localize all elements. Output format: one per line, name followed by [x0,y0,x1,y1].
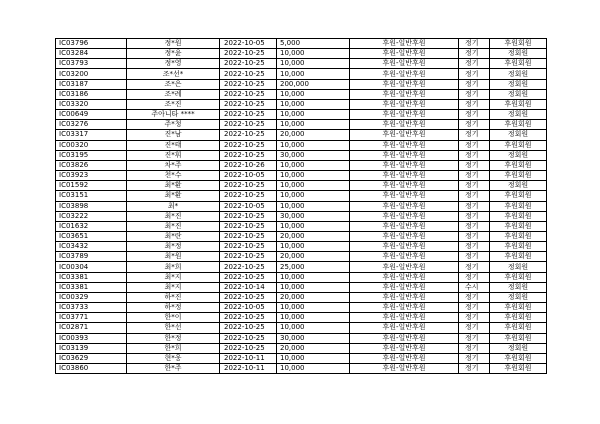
donation-date-cell: 2022-10-25 [220,191,277,201]
donor-id-cell: IC03629 [56,353,127,363]
frequency-cell: 정기 [459,140,490,150]
frequency-cell: 정기 [459,364,490,374]
amount-cell: 10,000 [277,353,350,363]
donor-name-cell: 주*청 [127,120,220,130]
donation-date-cell: 2022-10-25 [220,99,277,109]
amount-cell: 30,000 [277,211,350,221]
amount-cell: 200,000 [277,79,350,89]
table-row [56,79,547,89]
donation-date-cell: 2022-10-25 [220,221,277,231]
frequency-cell: 정기 [459,292,490,302]
frequency-cell: 정기 [459,252,490,262]
donation-type-cell: 후원-일반후원 [350,181,459,191]
table-row [56,272,547,282]
donation-type-cell: 후원-일반후원 [350,303,459,313]
frequency-cell: 정기 [459,221,490,231]
table-row [56,201,547,211]
donor-id-cell: IC03320 [56,99,127,109]
donation-type-cell: 후원-일반후원 [350,110,459,120]
donor-name-cell: 한*선 [127,323,220,333]
amount-cell: 20,000 [277,343,350,353]
donor-id-cell: IC03139 [56,343,127,353]
table-row [56,262,547,272]
donor-name-cell: 정*영 [127,59,220,69]
table-row [56,130,547,140]
amount-cell: 10,000 [277,69,350,79]
table-row [56,252,547,262]
table-row [56,323,547,333]
frequency-cell: 정기 [459,59,490,69]
donation-type-cell: 후원-일반후원 [350,49,459,59]
donation-type-cell: 후원-일반후원 [350,120,459,130]
member-grade-cell: 정회원 [490,89,547,99]
donation-date-cell: 2022-10-25 [220,59,277,69]
donor-id-cell: IC03733 [56,303,127,313]
donor-id-cell: IC03826 [56,160,127,170]
donation-date-cell: 2022-10-25 [220,140,277,150]
donor-name-cell: 조*은 [127,79,220,89]
donor-id-cell: IC03200 [56,69,127,79]
donor-name-cell: 최*환 [127,191,220,201]
amount-cell: 10,000 [277,89,350,99]
donation-type-cell: 후원-일반후원 [350,364,459,374]
amount-cell: 10,000 [277,99,350,109]
donation-type-cell: 후원-일반후원 [350,262,459,272]
amount-cell: 10,000 [277,181,350,191]
donation-date-cell: 2022-10-25 [220,79,277,89]
member-grade-cell: 후원회원 [490,211,547,221]
amount-cell: 10,000 [277,303,350,313]
table-row [56,231,547,241]
donation-type-cell: 후원-일반후원 [350,99,459,109]
donation-type-cell: 후원-일반후원 [350,39,459,49]
member-grade-cell: 후원회원 [490,231,547,241]
donor-id-cell: IC00304 [56,262,127,272]
table-row [56,364,547,374]
member-grade-cell: 후원회원 [490,252,547,262]
frequency-cell: 정기 [459,130,490,140]
frequency-cell: 정기 [459,303,490,313]
donor-id-cell: IC03860 [56,364,127,374]
frequency-cell: 정기 [459,99,490,109]
frequency-cell: 정기 [459,191,490,201]
frequency-cell: 정기 [459,110,490,120]
table-row [56,191,547,201]
donor-id-cell: IC03317 [56,130,127,140]
member-grade-cell: 정회원 [490,150,547,160]
amount-cell: 30,000 [277,150,350,160]
donor-id-cell: IC03898 [56,201,127,211]
donor-id-cell: IC03923 [56,171,127,181]
donor-id-cell: IC03432 [56,242,127,252]
member-grade-cell: 정회원 [490,181,547,191]
amount-cell: 10,000 [277,160,350,170]
donation-date-cell: 2022-10-25 [220,343,277,353]
amount-cell: 10,000 [277,110,350,120]
member-grade-cell: 정회원 [490,69,547,79]
donation-type-cell: 후원-일반후원 [350,282,459,292]
donation-type-cell: 후원-일반후원 [350,231,459,241]
member-grade-cell: 후원회원 [490,323,547,333]
donation-type-cell: 후원-일반후원 [350,201,459,211]
donor-name-cell: 최*지 [127,272,220,282]
donation-type-cell: 후원-일반후원 [350,140,459,150]
amount-cell: 10,000 [277,120,350,130]
donation-type-cell: 후원-일반후원 [350,160,459,170]
amount-cell: 10,000 [277,171,350,181]
donor-name-cell: 차*주 [127,160,220,170]
donation-type-cell: 후원-일반후원 [350,333,459,343]
frequency-cell: 수시 [459,282,490,292]
donation-date-cell: 2022-10-11 [220,353,277,363]
donor-id-cell: IC03186 [56,89,127,99]
donor-id-cell: IC01632 [56,221,127,231]
table-row [56,140,547,150]
donor-id-cell: IC03796 [56,39,127,49]
donor-name-cell: 조*진 [127,99,220,109]
member-grade-cell: 후원회원 [490,333,547,343]
donation-type-cell: 후원-일반후원 [350,89,459,99]
donation-type-cell: 후원-일반후원 [350,343,459,353]
donor-name-cell: 최*희 [127,262,220,272]
donor-id-cell: IC03151 [56,191,127,201]
donation-type-cell: 후원-일반후원 [350,59,459,69]
donor-name-cell: 하*정 [127,303,220,313]
donor-id-cell: IC03187 [56,79,127,89]
member-grade-cell: 후원회원 [490,364,547,374]
donation-date-cell: 2022-10-25 [220,242,277,252]
amount-cell: 5,000 [277,39,350,49]
donor-name-cell: 정*윤 [127,49,220,59]
donation-type-cell: 후원-일반후원 [350,242,459,252]
donor-name-cell: 최*란 [127,231,220,241]
frequency-cell: 정기 [459,242,490,252]
table-row [56,313,547,323]
donation-type-cell: 후원-일반후원 [350,252,459,262]
table-row [56,39,547,49]
member-grade-cell: 후원회원 [490,221,547,231]
frequency-cell: 정기 [459,231,490,241]
donor-name-cell: 한*정 [127,333,220,343]
donation-type-cell: 후원-일반후원 [350,130,459,140]
donation-date-cell: 2022-10-25 [220,231,277,241]
frequency-cell: 정기 [459,39,490,49]
donation-type-cell: 후원-일반후원 [350,211,459,221]
table-row [56,221,547,231]
member-grade-cell: 정회원 [490,282,547,292]
donor-name-cell: 하*진 [127,292,220,302]
donation-date-cell: 2022-10-25 [220,89,277,99]
frequency-cell: 정기 [459,201,490,211]
table-row [56,89,547,99]
donation-date-cell: 2022-10-25 [220,120,277,130]
member-grade-cell: 후원회원 [490,120,547,130]
donation-type-cell: 후원-일반후원 [350,171,459,181]
member-grade-cell: 정회원 [490,130,547,140]
donation-date-cell: 2022-10-25 [220,252,277,262]
frequency-cell: 정기 [459,69,490,79]
donation-type-cell: 후원-일반후원 [350,150,459,160]
frequency-cell: 정기 [459,262,490,272]
frequency-cell: 정기 [459,181,490,191]
donation-table [55,38,547,374]
donor-name-cell: 한*희 [127,343,220,353]
donor-name-cell: 조*례 [127,89,220,99]
donor-name-cell: 한*이 [127,313,220,323]
donor-id-cell: IC03284 [56,49,127,59]
member-grade-cell: 정회원 [490,49,547,59]
donation-type-cell: 후원-일반후원 [350,272,459,282]
donor-id-cell: IC00393 [56,333,127,343]
donor-id-cell: IC03195 [56,150,127,160]
donation-type-cell: 후원-일반후원 [350,313,459,323]
table-row [56,333,547,343]
donor-name-cell: 현*웅 [127,353,220,363]
amount-cell: 20,000 [277,231,350,241]
member-grade-cell: 정회원 [490,110,547,120]
donor-id-cell: IC03771 [56,313,127,323]
amount-cell: 10,000 [277,272,350,282]
table-body [56,39,547,374]
member-grade-cell: 후원회원 [490,242,547,252]
amount-cell: 30,000 [277,333,350,343]
donation-date-cell: 2022-10-05 [220,303,277,313]
donation-date-cell: 2022-10-11 [220,364,277,374]
amount-cell: 20,000 [277,130,350,140]
frequency-cell: 정기 [459,343,490,353]
donor-name-cell: 주아니타 **** [127,110,220,120]
frequency-cell: 정기 [459,150,490,160]
donation-date-cell: 2022-10-25 [220,69,277,79]
member-grade-cell: 후원회원 [490,313,547,323]
donation-date-cell: 2022-10-25 [220,181,277,191]
donor-id-cell: IC03381 [56,272,127,282]
frequency-cell: 정기 [459,313,490,323]
member-grade-cell: 후원회원 [490,171,547,181]
donation-date-cell: 2022-10-25 [220,130,277,140]
donor-id-cell: IC03222 [56,211,127,221]
donation-type-cell: 후원-일반후원 [350,191,459,201]
donation-date-cell: 2022-10-25 [220,211,277,221]
frequency-cell: 정기 [459,89,490,99]
amount-cell: 10,000 [277,191,350,201]
donor-name-cell: 진*남 [127,130,220,140]
table-row [56,171,547,181]
table-row [56,49,547,59]
member-grade-cell: 후원회원 [490,272,547,282]
donation-type-cell: 후원-일반후원 [350,69,459,79]
frequency-cell: 정기 [459,323,490,333]
donation-date-cell: 2022-10-25 [220,110,277,120]
donor-name-cell: 조*선* [127,69,220,79]
member-grade-cell: 정회원 [490,292,547,302]
donation-date-cell: 2022-10-25 [220,292,277,302]
member-grade-cell: 후원회원 [490,160,547,170]
member-grade-cell: 후원회원 [490,59,547,69]
table-row [56,120,547,130]
donation-date-cell: 2022-10-25 [220,323,277,333]
table-row [56,110,547,120]
donor-name-cell: 최*원 [127,252,220,262]
donor-id-cell: IC00649 [56,110,127,120]
donation-date-cell: 2022-10-25 [220,272,277,282]
donor-name-cell: 최* [127,201,220,211]
member-grade-cell: 후원회원 [490,39,547,49]
donor-id-cell: IC03381 [56,282,127,292]
amount-cell: 10,000 [277,242,350,252]
donor-id-cell: IC03793 [56,59,127,69]
table-row [56,59,547,69]
donor-id-cell: IC03651 [56,231,127,241]
amount-cell: 10,000 [277,282,350,292]
donor-name-cell: 진*휘 [127,150,220,160]
donor-name-cell: 정*원 [127,39,220,49]
amount-cell: 10,000 [277,323,350,333]
member-grade-cell: 정회원 [490,79,547,89]
donor-name-cell: 최*지 [127,282,220,292]
frequency-cell: 정기 [459,120,490,130]
member-grade-cell: 후원회원 [490,140,547,150]
member-grade-cell: 후원회원 [490,303,547,313]
frequency-cell: 정기 [459,49,490,59]
frequency-cell: 정기 [459,272,490,282]
donor-name-cell: 최*정 [127,242,220,252]
member-grade-cell: 후원회원 [490,201,547,211]
donation-type-cell: 후원-일반후원 [350,292,459,302]
table-row [56,181,547,191]
frequency-cell: 정기 [459,353,490,363]
amount-cell: 10,000 [277,201,350,211]
frequency-cell: 정기 [459,211,490,221]
donor-name-cell: 최*진 [127,211,220,221]
amount-cell: 10,000 [277,59,350,69]
amount-cell: 10,000 [277,221,350,231]
donation-date-cell: 2022-10-05 [220,201,277,211]
donor-name-cell: 진*태 [127,140,220,150]
frequency-cell: 정기 [459,79,490,89]
amount-cell: 10,000 [277,364,350,374]
donor-id-cell: IC03789 [56,252,127,262]
donation-date-cell: 2022-10-14 [220,282,277,292]
amount-cell: 20,000 [277,292,350,302]
donation-type-cell: 후원-일반후원 [350,221,459,231]
donor-id-cell: IC01592 [56,181,127,191]
table-row [56,150,547,160]
table-row [56,99,547,109]
donor-id-cell: IC03276 [56,120,127,130]
amount-cell: 10,000 [277,140,350,150]
donor-id-cell: IC00320 [56,140,127,150]
frequency-cell: 정기 [459,171,490,181]
donation-date-cell: 2022-10-25 [220,333,277,343]
donation-type-cell: 후원-일반후원 [350,79,459,89]
table-row [56,69,547,79]
donation-date-cell: 2022-10-25 [220,150,277,160]
donation-date-cell: 2022-10-26 [220,160,277,170]
donation-type-cell: 후원-일반후원 [350,353,459,363]
frequency-cell: 정기 [459,333,490,343]
member-grade-cell: 후원회원 [490,353,547,363]
donation-date-cell: 2022-10-25 [220,49,277,59]
donation-date-cell: 2022-10-25 [220,313,277,323]
member-grade-cell: 후원회원 [490,99,547,109]
member-grade-cell: 후원회원 [490,191,547,201]
table-row [56,353,547,363]
table-row [56,242,547,252]
table-row [56,343,547,353]
member-grade-cell: 정회원 [490,343,547,353]
donor-name-cell: 한*주 [127,364,220,374]
table-row [56,282,547,292]
table-row [56,211,547,221]
donor-name-cell: 천*수 [127,171,220,181]
frequency-cell: 정기 [459,160,490,170]
donation-type-cell: 후원-일반후원 [350,323,459,333]
donation-date-cell: 2022-10-25 [220,262,277,272]
donor-id-cell: IC02871 [56,323,127,333]
table-row [56,292,547,302]
donation-date-cell: 2022-10-05 [220,39,277,49]
donor-name-cell: 최*환 [127,181,220,191]
amount-cell: 20,000 [277,252,350,262]
donation-date-cell: 2022-10-05 [220,171,277,181]
amount-cell: 10,000 [277,49,350,59]
table-row [56,160,547,170]
table-row [56,303,547,313]
donor-id-cell: IC00329 [56,292,127,302]
amount-cell: 25,000 [277,262,350,272]
member-grade-cell: 정회원 [490,262,547,272]
amount-cell: 10,000 [277,313,350,323]
donor-name-cell: 최*진 [127,221,220,231]
